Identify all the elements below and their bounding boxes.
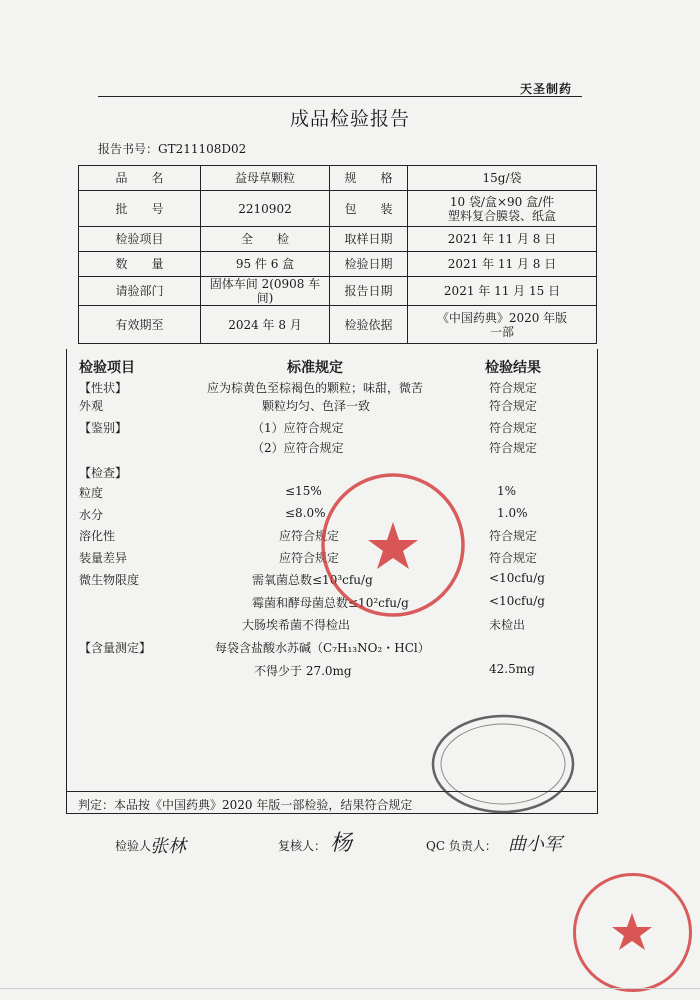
info-value: 2021 年 11 月 8 日 — [408, 252, 597, 277]
info-row — [79, 252, 597, 277]
result-value: 42.5mg — [489, 662, 535, 676]
result-value: 未检出 — [489, 618, 526, 632]
info-label: 报告日期 — [330, 277, 408, 306]
result-item: 水分 — [79, 508, 104, 522]
report-number: 报告书号：GT211108D02 — [98, 142, 247, 156]
pack-line: 塑料复合膜袋、纸盒 — [447, 208, 556, 223]
info-value: 益母草颗粒 — [201, 166, 330, 191]
result-value: 1.0% — [497, 506, 528, 520]
info-row — [79, 191, 597, 227]
info-row — [79, 277, 597, 306]
result-standard: 大肠埃希菌不得检出 — [242, 618, 351, 632]
result-item: 微生物限度 — [79, 573, 140, 587]
basis-line: 《中国药典》2020 年版 — [436, 310, 568, 325]
info-value: 2210902 — [201, 191, 330, 227]
suzhou-seal — [570, 870, 695, 995]
info-label: 批 号 — [79, 191, 201, 227]
brand-mark: 天圣制药 — [520, 82, 573, 96]
qc-signature: 曲小军 — [508, 834, 562, 855]
info-row — [79, 306, 597, 344]
result-item: 【性状】 — [79, 381, 128, 395]
info-value: 2021 年 11 月 15 日 — [408, 277, 597, 306]
results-header-item: 检验项目 — [79, 360, 135, 376]
results-header-result: 检验结果 — [485, 360, 541, 376]
result-item: 【含量测定】 — [79, 641, 152, 655]
info-label: 数 量 — [79, 252, 201, 277]
result-item: 【检查】 — [79, 466, 128, 480]
info-value: 2024 年 8 月 — [201, 306, 330, 344]
reviewer-label: 复核人： — [278, 839, 327, 853]
results-header-standard: 标准规定 — [287, 360, 343, 376]
info-value: 全 检 — [201, 227, 330, 252]
reviewer-signature: 杨 — [330, 831, 353, 856]
info-value: 固体车间 2(0908 车间) — [201, 277, 330, 306]
inspector-label: 检验人： — [115, 839, 164, 853]
result-value: 符合规定 — [489, 441, 538, 455]
info-value: 95 件 6 盒 — [201, 252, 330, 277]
info-label: 规 格 — [330, 166, 408, 191]
result-item: 装量差异 — [79, 551, 128, 565]
info-label: 有效期至 — [79, 306, 201, 344]
info-value — [408, 306, 597, 344]
header-rule — [98, 96, 582, 97]
result-value: <10cfu/g — [489, 594, 545, 608]
qc-seal-svg — [428, 710, 578, 818]
info-label: 品 名 — [79, 166, 201, 191]
qc-seal — [428, 710, 578, 818]
qa-dept-stamp-svg — [318, 470, 468, 620]
result-item: 外观 — [79, 399, 104, 413]
result-value: 1% — [497, 484, 517, 498]
info-value — [408, 191, 597, 227]
result-value: 符合规定 — [489, 551, 538, 565]
info-label: 请验部门 — [79, 277, 201, 306]
info-value: 2021 年 11 月 8 日 — [408, 227, 597, 252]
inspector-signature: 张林 — [150, 836, 186, 857]
info-label: 检验日期 — [330, 252, 408, 277]
result-standard: 应为棕黄色至棕褐色的颗粒；味甜，微苦 — [207, 381, 424, 395]
result-item: 粒度 — [79, 486, 104, 500]
result-value: <10cfu/g — [489, 571, 545, 585]
basis-line: 一部 — [489, 324, 514, 339]
info-label: 检验依据 — [330, 306, 408, 344]
result-standard: 应符合规定 — [279, 551, 340, 565]
result-standard: （2）应符合规定 — [252, 441, 344, 455]
page-edge — [0, 988, 700, 989]
result-standard: 应符合规定 — [279, 529, 340, 543]
result-standard: ≤8.0% — [285, 506, 326, 520]
result-standard: 每袋含盐酸水苏碱（C₇H₁₃NO₂・HCl） — [215, 641, 430, 655]
info-row — [79, 166, 597, 191]
info-label: 检验项目 — [79, 227, 201, 252]
result-standard: 霉菌和酵母菌总数≤10²cfu/g — [252, 596, 409, 610]
info-row — [79, 227, 597, 252]
result-value: 符合规定 — [489, 529, 538, 543]
result-item: 溶化性 — [79, 529, 116, 543]
result-standard: 不得少于 27.0mg — [254, 664, 352, 678]
info-table — [78, 165, 597, 344]
info-label: 包 装 — [330, 191, 408, 227]
result-item: 【鉴别】 — [79, 421, 128, 435]
qa-dept-stamp — [318, 470, 468, 620]
pack-line: 10 袋/盒×90 盒/件 — [449, 194, 555, 209]
report-title: 成品检验报告 — [289, 108, 410, 130]
result-value: 符合规定 — [489, 399, 538, 413]
info-label: 取样日期 — [330, 227, 408, 252]
result-standard: ≤15% — [285, 484, 322, 498]
result-standard: （1）应符合规定 — [252, 421, 344, 435]
result-value: 符合规定 — [489, 421, 538, 435]
result-standard: 颗粒均匀、色泽一致 — [262, 399, 371, 413]
result-standard: 需氧菌总数≤10³cfu/g — [252, 573, 373, 587]
suzhou-seal-svg — [570, 870, 695, 995]
qc-label: QC 负责人： — [426, 839, 497, 853]
result-value: 符合规定 — [489, 381, 538, 395]
info-value: 15g/袋 — [408, 166, 597, 191]
judgment-text: 判定：本品按《中国药典》2020 年版一部检验，结果符合规定 — [78, 798, 413, 812]
